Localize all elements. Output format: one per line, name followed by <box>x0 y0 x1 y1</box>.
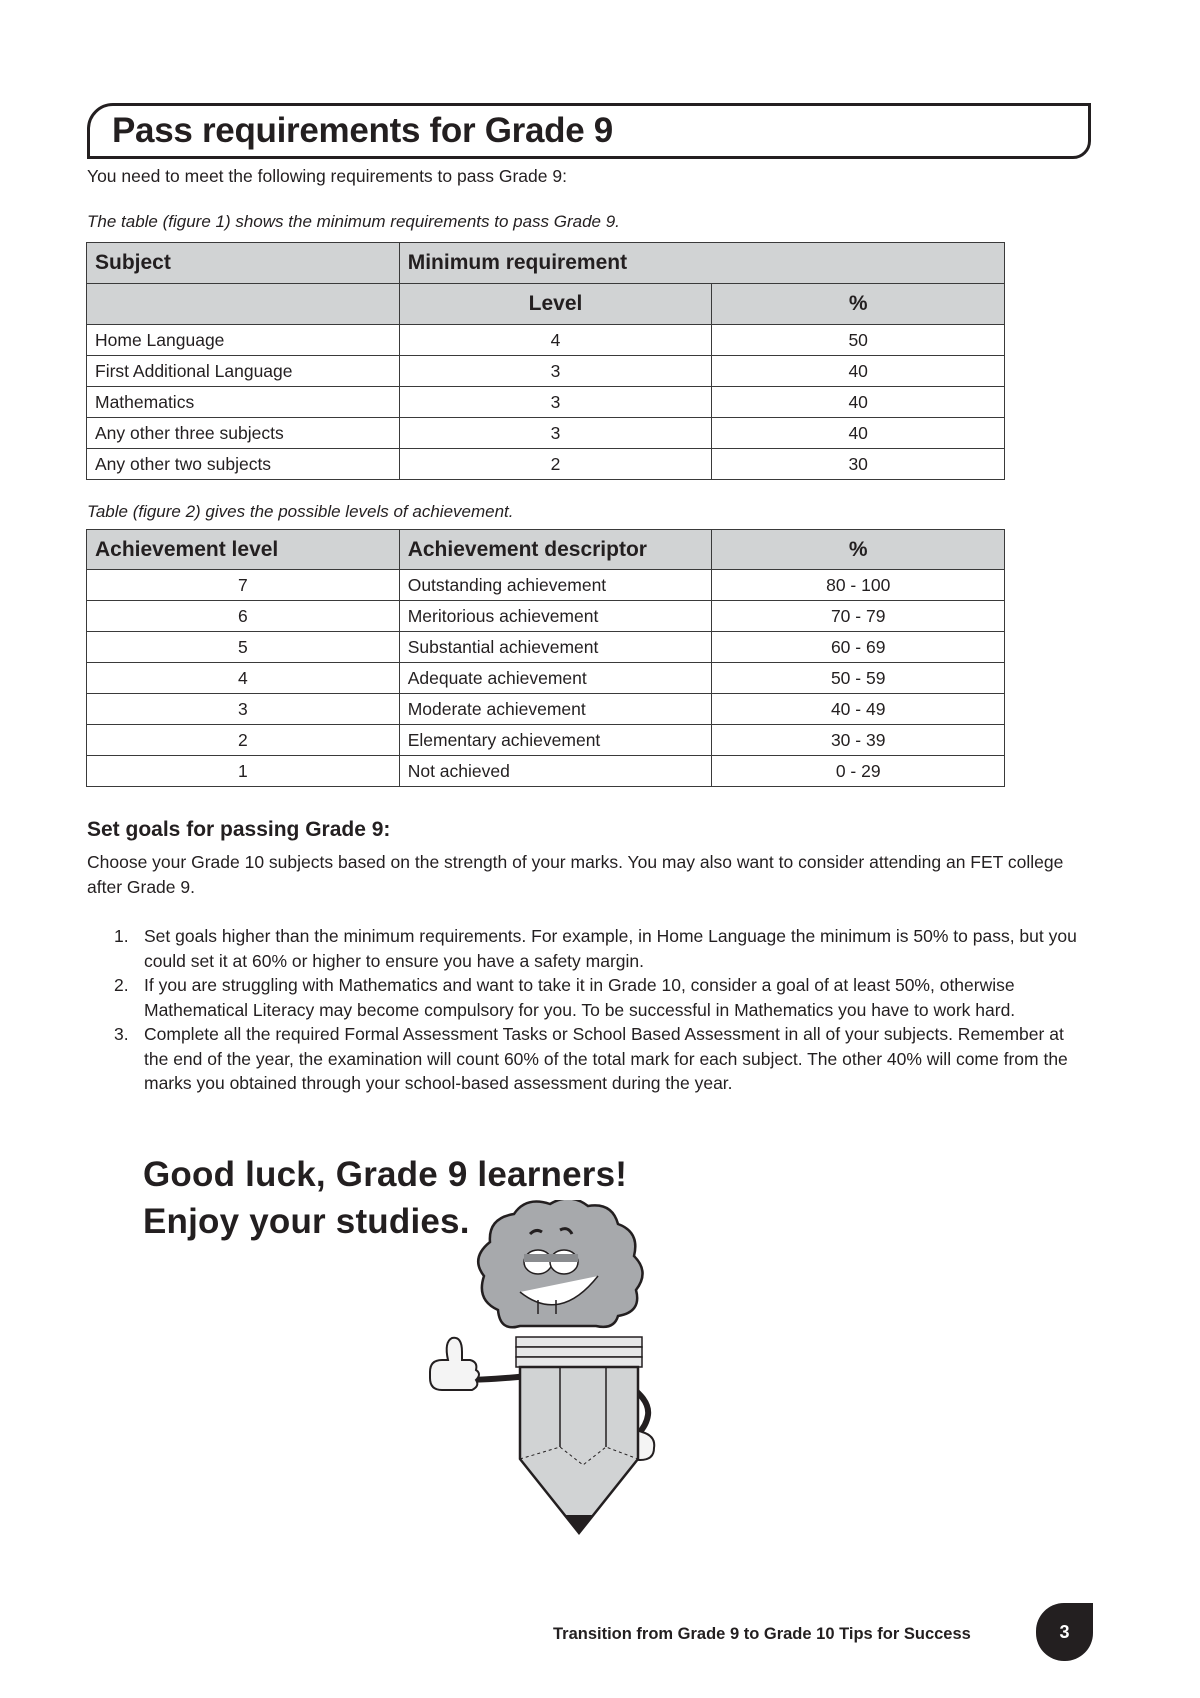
goals-list <box>87 924 1077 1096</box>
cell-subject: Mathematics <box>87 387 400 418</box>
cell-percent: 30 <box>712 449 1005 480</box>
goals-intro: Choose your Grade 10 subjects based on the strength of your marks. You may also want to consider attending an FET college after Grade 9. <box>87 852 1064 897</box>
cell-level: 3 <box>87 694 400 725</box>
cell-descriptor: Substantial achievement <box>399 632 712 663</box>
cell-level: 2 <box>87 725 400 756</box>
list-item <box>87 973 1077 1022</box>
table-row <box>87 601 1005 632</box>
list-item <box>87 924 1077 973</box>
cell-percent: 70 - 79 <box>712 601 1005 632</box>
cell-level: 2 <box>399 449 712 480</box>
header-percent: % <box>712 530 1005 570</box>
closing-line-2: Enjoy your studies. <box>143 1202 470 1241</box>
cell-percent: 80 - 100 <box>712 570 1005 601</box>
cell-percent: 0 - 29 <box>712 756 1005 787</box>
table-row <box>87 570 1005 601</box>
list-number: 1. <box>114 926 129 946</box>
footer-title: Transition from Grade 9 to Grade 10 Tips for Success <box>553 1625 971 1643</box>
cell-percent: 40 <box>712 387 1005 418</box>
cell-descriptor: Not achieved <box>399 756 712 787</box>
page-number-badge <box>1036 1603 1093 1661</box>
cell-descriptor: Moderate achievement <box>399 694 712 725</box>
header-subject: Subject <box>87 243 400 284</box>
closing-line-1: Good luck, Grade 9 learners! <box>143 1155 628 1194</box>
page-title-box <box>87 103 1091 159</box>
list-number: 3. <box>114 1024 129 1044</box>
minimum-requirements-table <box>86 242 1005 480</box>
table-row <box>87 632 1005 663</box>
cell-descriptor: Outstanding achievement <box>399 570 712 601</box>
cell-level: 5 <box>87 632 400 663</box>
cell-level: 3 <box>399 387 712 418</box>
page-title: Pass requirements for Grade 9 <box>112 111 613 150</box>
list-item <box>87 1022 1077 1096</box>
cell-percent: 50 <box>712 325 1005 356</box>
cell-descriptor: Meritorious achievement <box>399 601 712 632</box>
cell-descriptor: Adequate achievement <box>399 663 712 694</box>
table2-caption: Table (figure 2) gives the possible levels of achievement. <box>87 502 514 521</box>
cell-level: 7 <box>87 570 400 601</box>
table-row <box>87 663 1005 694</box>
cell-percent: 60 - 69 <box>712 632 1005 663</box>
table-row <box>87 387 1005 418</box>
table-row <box>87 694 1005 725</box>
cell-subject: Home Language <box>87 325 400 356</box>
cell-percent: 50 - 59 <box>712 663 1005 694</box>
cell-descriptor: Elementary achievement <box>399 725 712 756</box>
table-row <box>87 756 1005 787</box>
section-title-set-goals: Set goals for passing Grade 9: <box>87 818 391 841</box>
cell-percent: 30 - 39 <box>712 725 1005 756</box>
achievement-levels-table <box>86 529 1005 787</box>
intro-text: You need to meet the following requirements to pass Grade 9: <box>87 166 567 186</box>
list-text: Complete all the required Formal Assessment Tasks or School Based Assessment in all of your subjects. Remember at the end of the year, the examination will count 60% of the total mark for each subject. The other 40% will come from the marks you obtained through your school-based assessment during the year. <box>144 1024 1068 1093</box>
cell-level: 4 <box>399 325 712 356</box>
cell-level: 3 <box>399 356 712 387</box>
cell-level: 1 <box>87 756 400 787</box>
header-achievement-level: Achievement level <box>87 530 400 570</box>
list-text: If you are struggling with Mathematics and want to take it in Grade 10, consider a goal of at least 50%, otherwise Mathematical Literacy may become compulsory for you. To be successful in Mathematics you have to work hard. <box>144 975 1016 1020</box>
cell-subject: Any other two subjects <box>87 449 400 480</box>
table-row <box>87 725 1005 756</box>
cell-percent: 40 <box>712 356 1005 387</box>
cell-level: 6 <box>87 601 400 632</box>
cell-subject: Any other three subjects <box>87 418 400 449</box>
header-achievement-descriptor: Achievement descriptor <box>399 530 712 570</box>
list-text: Set goals higher than the minimum requirements. For example, in Home Language the minimum is 50% to pass, but you could set it at 60% or higher to ensure you have a safety margin. <box>144 926 1077 971</box>
header-minimum-requirement: Minimum requirement <box>399 243 1004 284</box>
header-empty <box>87 284 400 325</box>
table-row <box>87 325 1005 356</box>
cell-level: 3 <box>399 418 712 449</box>
table-row <box>87 356 1005 387</box>
table-row <box>87 449 1005 480</box>
cell-subject: First Additional Language <box>87 356 400 387</box>
page-number: 3 <box>1059 1621 1070 1642</box>
header-percent: % <box>712 284 1005 325</box>
table-row <box>87 418 1005 449</box>
cell-percent: 40 <box>712 418 1005 449</box>
cell-level: 4 <box>87 663 400 694</box>
table1-caption: The table (figure 1) shows the minimum requirements to pass Grade 9. <box>87 212 620 231</box>
list-number: 2. <box>114 975 129 995</box>
header-level: Level <box>399 284 712 325</box>
cell-percent: 40 - 49 <box>712 694 1005 725</box>
pencil-mascot-icon <box>420 1200 720 1550</box>
